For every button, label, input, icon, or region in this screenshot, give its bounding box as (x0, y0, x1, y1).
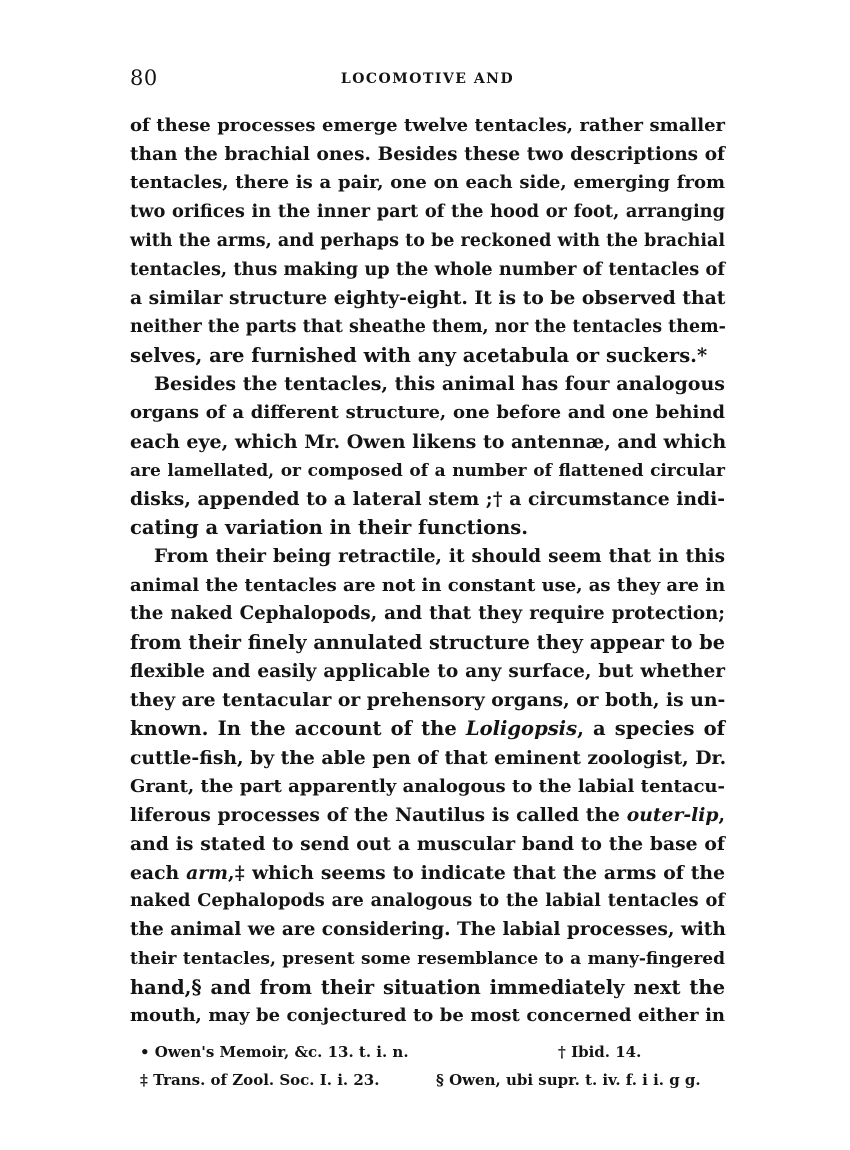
text-line: each eye, which Mr. Owen likens to antennæ, and which (130, 430, 727, 453)
text-line: the naked Cephalopods, and that they require protection; (130, 603, 725, 625)
text-line: hand,§ and from their situation immediately next the (130, 975, 725, 999)
text-line: mouth, may be conjectured to be most concerned either in (130, 1005, 725, 1027)
footnote-row (130, 1038, 725, 1066)
text-line: the animal we are considering. The labial processes, with (130, 919, 726, 941)
footnote-section: § Owen, ubi supr. t. iv. f. i i. g g. (436, 1071, 701, 1089)
footnotes (130, 1038, 725, 1094)
text-line: of these processes emerge twelve tentacles, rather smaller (130, 115, 725, 136)
footnote-double-dagger: ‡ Trans. of Zool. Soc. I. i. 23. (140, 1071, 380, 1089)
text-line: they are tentacular or prehensory organs, or both, is un- (130, 689, 726, 712)
footnote-asterisk: • Owen's Memoir, &c. 13. t. i. n. (140, 1043, 409, 1061)
text-line: tentacles, there is a pair, one on each side, emerging from (130, 172, 725, 194)
text-line: organs of a different structure, one before and one behind (130, 402, 725, 424)
text-line: disks, appended to a lateral stem ;† a circumstance indi- (130, 488, 725, 511)
text-line: From their being retractile, it should seem that in this (154, 545, 725, 567)
text-line: tentacles, thus making up the whole number of tentacles of (130, 258, 725, 280)
text-line: Besides the tentacles, this animal has four analogous (154, 373, 725, 396)
page-number: 80 (130, 66, 158, 90)
text-line: liferous processes of the Nautilus is called the outer-lip, (130, 804, 725, 827)
page-header (130, 66, 725, 92)
text-line: and is stated to send out a muscular band to the base of (130, 832, 725, 855)
text-line: flexible and easily applicable to any surface, but whether (130, 660, 725, 682)
footnote-dagger: † Ibid. 14. (558, 1043, 642, 1061)
text-line: each arm,‡ which seems to indicate that the arms of the (130, 861, 725, 884)
text-line: Grant, the part apparently analogous to the labial tentacu- (130, 775, 725, 797)
text-line: with the arms, and perhaps to be reckoned with the brachial (130, 230, 725, 251)
text-line: cuttle-fish, by the able pen of that eminent zoologist, Dr. (130, 746, 727, 769)
text-line: than the brachial ones. Besides these two descriptions of (130, 143, 725, 165)
text-line: selves, are furnished with any acetabula or suckers.* (130, 343, 708, 367)
footnote-row (130, 1066, 725, 1094)
text-line: from their finely annulated structure they appear to be (130, 630, 725, 654)
text-line: are lamellated, or composed of a number of flattened circular (130, 460, 725, 481)
text-line: two orifices in the inner part of the hood or foot, arranging (130, 201, 725, 223)
text-line: cating a variation in their functions. (130, 516, 529, 540)
text-line: known. In the account of the Loligopsis, a species of (130, 717, 725, 741)
body-text (130, 112, 725, 1031)
text-line: a similar structure eighty-eight. It is to be observed that (130, 287, 726, 310)
text-line: their tentacles, present some resemblance to a many-fingered (130, 948, 725, 969)
text-line: animal the tentacles are not in constant use, as they are in (130, 574, 726, 596)
text-line: naked Cephalopods are analogous to the labial tentacles of (130, 890, 725, 912)
running-head: LOCOMOTIVE AND (340, 71, 515, 87)
text-line: neither the parts that sheathe them, nor the tentacles them- (130, 317, 726, 338)
